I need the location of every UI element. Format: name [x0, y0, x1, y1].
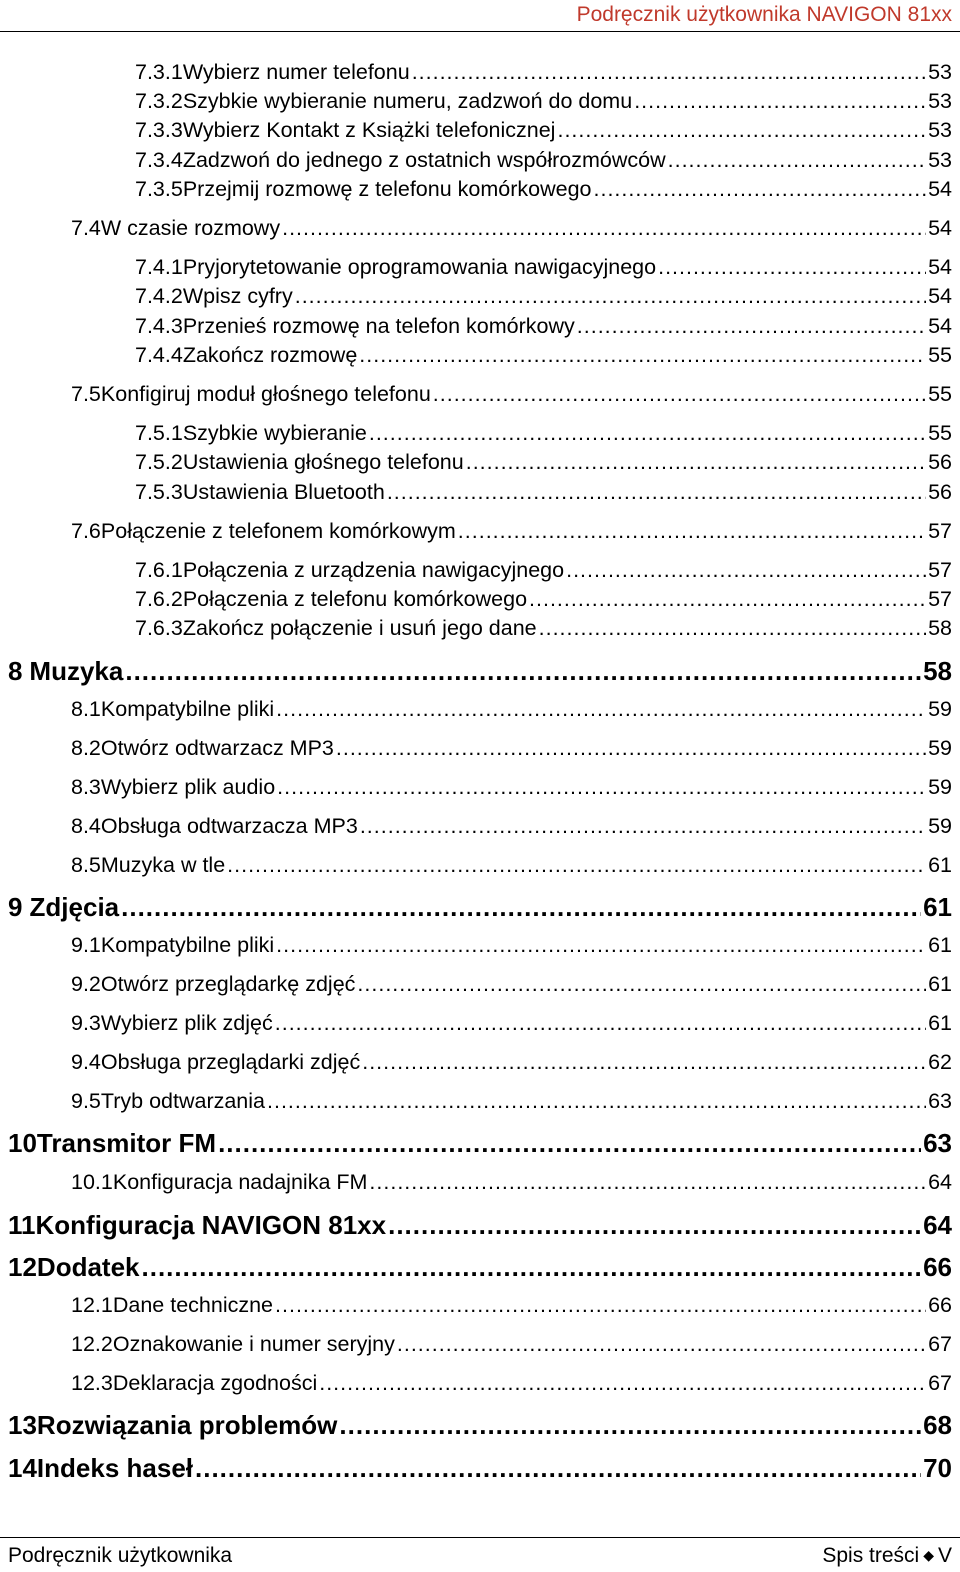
toc-entry-page: 53: [928, 60, 952, 84]
dot-leader: [539, 616, 926, 641]
dot-leader: [412, 60, 926, 85]
toc-entry[interactable]: [0, 1011, 960, 1036]
toc-entry-title: Wybierz plik audio: [100, 775, 276, 799]
toc-entry-title: Wybierz Kontakt z Książki telefonicznej: [182, 118, 556, 142]
toc-entry-title: Muzyka w tle: [100, 853, 226, 877]
toc-entry-page: 61: [928, 853, 952, 877]
toc-entry-number: 8.3: [71, 775, 101, 799]
toc-entry[interactable]: [0, 148, 960, 173]
dot-leader: [267, 1089, 926, 1114]
toc-entry-number: 7.3.4: [135, 148, 183, 172]
toc-entry-number: 8.2: [71, 736, 101, 760]
toc-entry[interactable]: [0, 558, 960, 583]
toc-entry-title: Obsługa przeglądarki zdjęć: [100, 1050, 361, 1074]
toc-entry-page: 57: [928, 558, 952, 582]
toc-entry-page: 58: [928, 616, 952, 640]
dot-leader: [195, 1453, 921, 1484]
dot-leader: [121, 892, 921, 923]
toc-entry-page: 70: [923, 1453, 952, 1483]
toc-entry[interactable]: [0, 382, 960, 407]
dot-leader: [359, 343, 926, 368]
dot-leader: [218, 1128, 921, 1159]
dot-leader: [142, 1252, 922, 1283]
toc-entry-page: 54: [928, 255, 952, 279]
dot-leader: [387, 480, 926, 505]
toc-entry-title: Połączenia z telefonu komórkowego: [182, 587, 528, 611]
toc-entry[interactable]: [0, 421, 960, 446]
toc-entry[interactable]: [0, 1410, 960, 1441]
toc-entry[interactable]: [0, 60, 960, 85]
toc-entry-title: Dodatek: [36, 1252, 140, 1282]
toc-entry-number: 7.3.2: [135, 89, 183, 113]
toc-entry-page: 61: [923, 892, 952, 922]
toc-entry-number: 7.5: [71, 382, 101, 406]
toc-entry[interactable]: [0, 284, 960, 309]
toc-entry-title: Zakończ rozmowę: [182, 343, 358, 367]
toc-entry-page: 59: [928, 697, 952, 721]
toc-entry-title: Zadzwoń do jednego z ostatnich współrozmówców: [182, 148, 666, 172]
toc-entry-number: 7.4: [71, 216, 101, 240]
toc-entry-number: 10.1: [71, 1170, 113, 1194]
toc-entry-number: 10: [8, 1128, 37, 1158]
toc-entry[interactable]: [0, 1252, 960, 1283]
toc-entry-title: Transmitor FM: [36, 1128, 217, 1158]
toc-entry-title: Zdjęcia: [29, 892, 120, 922]
dot-leader: [529, 587, 926, 612]
dot-leader: [339, 1410, 921, 1441]
toc-entry-page: 53: [928, 89, 952, 113]
dot-leader: [275, 1011, 926, 1036]
dot-leader: [634, 89, 926, 114]
toc-entry-number: 8.4: [71, 814, 101, 838]
toc-entry[interactable]: [0, 1371, 960, 1396]
toc-entry[interactable]: [0, 933, 960, 958]
toc-entry-number: 9.2: [71, 972, 101, 996]
toc-entry[interactable]: [0, 697, 960, 722]
toc-entry-number: 7.6.3: [135, 616, 183, 640]
toc-entry-number: 9.4: [71, 1050, 101, 1074]
toc-entry[interactable]: [0, 1128, 960, 1159]
toc-entry-title: Muzyka: [29, 656, 124, 686]
footer-left-text: Podręcznik użytkownika: [8, 1544, 233, 1567]
dot-leader: [277, 775, 926, 800]
dot-leader: [557, 118, 926, 143]
toc-entry-page: 63: [923, 1128, 952, 1158]
dot-leader: [275, 1293, 926, 1318]
toc-entry-page: 54: [928, 177, 952, 201]
toc-entry[interactable]: [0, 314, 960, 339]
dot-leader: [466, 450, 926, 475]
dot-leader: [388, 1210, 921, 1241]
toc-entry-title: Szybkie wybieranie: [182, 421, 367, 445]
toc-entry-title: Wpisz cyfry: [182, 284, 293, 308]
dot-leader: [357, 972, 926, 997]
toc-entry-page: 56: [928, 480, 952, 504]
toc-entry-number: 7.3.1: [135, 60, 183, 84]
toc-entry-title: Pryjorytetowanie oprogramowania nawigacyjnego: [182, 255, 657, 279]
dot-leader: [276, 697, 926, 722]
toc-entry-number: 12.1: [71, 1293, 113, 1317]
dot-leader: [125, 656, 921, 687]
toc-entry-number: 9.3: [71, 1011, 101, 1035]
toc-entry-page: 59: [928, 736, 952, 760]
toc-entry-page: 55: [928, 343, 952, 367]
toc-entry[interactable]: [0, 343, 960, 368]
toc-entry-number: 7.4.3: [135, 314, 183, 338]
toc-entry[interactable]: [0, 177, 960, 202]
header-title: Podręcznik użytkownika NAVIGON 81xx: [576, 3, 952, 26]
footer-page-number: V: [937, 1544, 952, 1567]
toc-entry-number: 12.2: [71, 1332, 113, 1356]
toc-entry-number: 7.5.3: [135, 480, 183, 504]
toc-entry[interactable]: [0, 736, 960, 761]
toc-entry-number: 8.1: [71, 697, 101, 721]
toc-entry[interactable]: [0, 775, 960, 800]
toc-entry-title: Otwórz przeglądarkę zdjęć: [100, 972, 356, 996]
toc-entry-page: 54: [928, 284, 952, 308]
dot-leader: [577, 314, 926, 339]
toc-entry-title: Tryb odtwarzania: [100, 1089, 265, 1113]
toc-entry-number: 7.5.2: [135, 450, 183, 474]
dot-leader: [369, 421, 926, 446]
toc-entry-page: 55: [928, 382, 952, 406]
toc-entry-title: Przejmij rozmowę z telefonu komórkowego: [182, 177, 592, 201]
toc-entry[interactable]: [0, 892, 960, 923]
toc-entry[interactable]: [0, 1089, 960, 1114]
toc-entry-title: Zakończ połączenie i usuń jego dane: [182, 616, 537, 640]
toc-entry[interactable]: [0, 450, 960, 475]
toc-entry-page: 57: [928, 519, 952, 543]
toc-entry-title: Deklaracja zgodności: [112, 1371, 318, 1395]
toc-entry[interactable]: [0, 118, 960, 143]
toc-entry-number: 14: [8, 1453, 37, 1483]
toc-entry-page: 66: [928, 1293, 952, 1317]
toc-entry-title: Indeks haseł: [36, 1453, 193, 1483]
toc-entry[interactable]: [0, 587, 960, 612]
footer-section: Spis treści: [822, 1544, 920, 1567]
toc-entry-title: Ustawienia głośnego telefonu: [182, 450, 464, 474]
toc-entry-page: 61: [928, 933, 952, 957]
toc-entry-title: Konfiguracja NAVIGON 81xx: [35, 1210, 387, 1240]
dot-leader: [360, 814, 926, 839]
toc-entry-page: 57: [928, 587, 952, 611]
toc-entry-title: Wybierz numer telefonu: [182, 60, 410, 84]
toc-entry-number: 13: [8, 1410, 37, 1440]
toc-entry-page: 59: [928, 775, 952, 799]
dot-leader: [458, 519, 926, 544]
toc-entry-number: 9: [8, 892, 23, 922]
dot-leader: [397, 1332, 926, 1357]
dot-leader: [369, 1170, 926, 1195]
toc-entry-title: Otwórz odtwarzacz MP3: [100, 736, 334, 760]
toc-entry-number: 7.3.5: [135, 177, 183, 201]
toc-entry-number: 7.4.2: [135, 284, 183, 308]
toc-entry-page: 58: [923, 656, 952, 686]
toc-entry-number: 7.3.3: [135, 118, 183, 142]
toc-entry[interactable]: [0, 89, 960, 114]
diamond-icon: ◆: [923, 1547, 934, 1563]
toc-entry-page: 61: [928, 972, 952, 996]
toc-entry-page: 53: [928, 118, 952, 142]
toc-entry-page: 56: [928, 450, 952, 474]
dot-leader: [566, 558, 926, 583]
toc-entry-number: 7.6: [71, 519, 101, 543]
dot-leader: [319, 1371, 926, 1396]
toc-entry-page: 67: [928, 1332, 952, 1356]
page-footer: [0, 1537, 960, 1572]
dot-leader: [433, 382, 926, 407]
toc-entry-title: Przenieś rozmowę na telefon komórkowy: [182, 314, 575, 338]
toc-entry-number: 9.5: [71, 1089, 101, 1113]
toc-entry-title: W czasie rozmowy: [100, 216, 281, 240]
toc-entry-number: 12: [8, 1252, 37, 1282]
toc-entry[interactable]: [0, 616, 960, 641]
toc-entry-page: 55: [928, 421, 952, 445]
toc-entry-number: 7.4.4: [135, 343, 183, 367]
toc-entry[interactable]: [0, 480, 960, 505]
toc-entry[interactable]: [0, 1293, 960, 1318]
toc-entry[interactable]: [0, 519, 960, 544]
toc-entry-title: Obsługa odtwarzacza MP3: [100, 814, 358, 838]
toc-entry-number: 7.6.1: [135, 558, 183, 582]
toc-entry-title: Oznakowanie i numer seryjny: [112, 1332, 395, 1356]
toc-entry-page: 64: [928, 1170, 952, 1194]
dot-leader: [336, 736, 926, 761]
toc-entry-title: Ustawienia Bluetooth: [182, 480, 385, 504]
toc-entry-page: 61: [928, 1011, 952, 1035]
toc-entry-page: 59: [928, 814, 952, 838]
toc-entry-page: 54: [928, 216, 952, 240]
toc-entry-page: 62: [928, 1050, 952, 1074]
dot-leader: [227, 853, 926, 878]
toc-entry-page: 68: [923, 1410, 952, 1440]
toc-entry[interactable]: [0, 1050, 960, 1075]
toc-entry[interactable]: [0, 1210, 960, 1241]
toc-entry[interactable]: [0, 255, 960, 280]
toc-entry-title: Kompatybilne pliki: [100, 933, 275, 957]
toc-entry-page: 63: [928, 1089, 952, 1113]
page-header: [0, 0, 960, 32]
toc-entry-number: 11: [8, 1210, 36, 1240]
dot-leader: [668, 148, 926, 173]
toc-entry-number: 7.5.1: [135, 421, 183, 445]
toc-entry-page: 67: [928, 1371, 952, 1395]
toc-entry-title: Konfigiruj moduł głośnego telefonu: [100, 382, 431, 406]
toc-entry-title: Połączenie z telefonem komórkowym: [100, 519, 456, 543]
toc-entry-title: Wybierz plik zdjęć: [100, 1011, 273, 1035]
toc-entry[interactable]: [0, 1170, 960, 1195]
toc-entry[interactable]: [0, 814, 960, 839]
dot-leader: [295, 284, 926, 309]
toc-entry-title: Szybkie wybieranie numeru, zadzwoń do domu: [182, 89, 633, 113]
toc-entry-title: Dane techniczne: [112, 1293, 274, 1317]
toc-entry-number: 7.6.2: [135, 587, 183, 611]
footer-right: [822, 1544, 952, 1568]
toc-entry[interactable]: [0, 853, 960, 878]
toc-entry-page: 66: [923, 1252, 952, 1282]
toc-entry-title: Rozwiązania problemów: [36, 1410, 338, 1440]
dot-leader: [282, 216, 926, 241]
dot-leader: [276, 933, 926, 958]
toc-entry-number: 12.3: [71, 1371, 113, 1395]
toc-entry[interactable]: [0, 1332, 960, 1357]
toc-entry-number: 8.5: [71, 853, 101, 877]
toc-entry[interactable]: [0, 1453, 960, 1484]
toc-entry-number: 7.4.1: [135, 255, 183, 279]
toc-entry-title: Konfiguracja nadajnika FM: [112, 1170, 368, 1194]
dot-leader: [658, 255, 926, 280]
toc-entry-title: Kompatybilne pliki: [100, 697, 275, 721]
toc-entry-number: 9.1: [71, 933, 101, 957]
toc-entry[interactable]: [0, 216, 960, 241]
dot-leader: [362, 1050, 926, 1075]
toc-entry-number: 8: [8, 656, 23, 686]
toc-entry-title: Połączenia z urządzenia nawigacyjnego: [182, 558, 565, 582]
toc-entry-page: 64: [923, 1210, 952, 1240]
toc-entry[interactable]: [0, 972, 960, 997]
toc-entry-page: 54: [928, 314, 952, 338]
dot-leader: [594, 177, 927, 202]
toc-entry-page: 53: [928, 148, 952, 172]
toc-entry[interactable]: [0, 656, 960, 687]
